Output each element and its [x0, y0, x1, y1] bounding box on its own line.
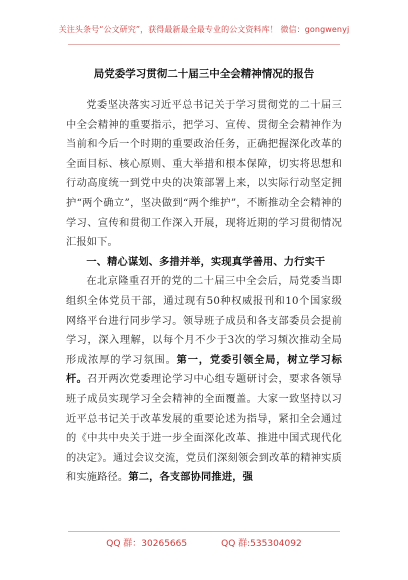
section-heading-1: 一、精心谋划、多措并举，实现真学善用、力行实干	[86, 256, 326, 268]
header-banner: 关注头条号“公文研究”，获得最新最全最专业的公文资料库！ 微信：gongwenyj	[58, 25, 350, 34]
section-1-text-a: 在北京隆重召开的党的二十届三中全会后，局党委当即组织全体党员干部，通过现有50种权威报刊和10个国家级网络平台进行同步学习。领导班子成员和各支部委员会提前学习，深入理解，以每个月不少于3次的学习频次推动全局形成浓厚的学习氛围。	[66, 276, 342, 366]
header-divider	[68, 44, 340, 45]
footer-qq-group-2: QQ 群:535304092	[221, 539, 302, 549]
document-body	[66, 96, 342, 488]
section-1-paragraph	[66, 272, 342, 488]
intro-paragraph: 党委坚决落实习近平总书记关于学习贯彻党的二十届三中全会精神的重要指示，把学习、宣传、贯彻全会精神作为当前和今后一个时期的重要政治任务，正确把握深化改革的全面目标、核心原则、重大举措和根本保障，切实将思想和行动高度统一到党中央的决策部署上来，以实际行动坚定拥护“两个确立”，坚决做到“两个维护”，不断推动全会精神的学习、宣传和贯彻工作深入开展，现将近期的学习贯彻情况汇报如下。	[66, 100, 342, 249]
document-title: 局党委学习贯彻二十届三中全会精神情况的报告	[93, 68, 315, 80]
footer-divider	[68, 531, 340, 532]
section-1-bold-point-1: 第一，党委引领全局，树立学习标杆。	[66, 354, 342, 386]
section-1-bold-point-2: 第二，各支部协同推进，强	[128, 472, 253, 484]
footer-qq-group-1: QQ 群：30265665	[106, 539, 188, 549]
footer	[0, 536, 408, 549]
section-1-text-b: 召开两次党委理论学习中心组专题研讨会，要求各领导班子成员实现学习全会精神的全面覆盖。大家一致坚持以习近平总书记关于改革发展的重要论述为指导，紧扣全会通过的《中共中央关于进一步全面深化改革、推进中国式现代化的决定》。通过会议交流，党员们深刻领会到改革的精神实质和实施路径。	[66, 374, 342, 484]
